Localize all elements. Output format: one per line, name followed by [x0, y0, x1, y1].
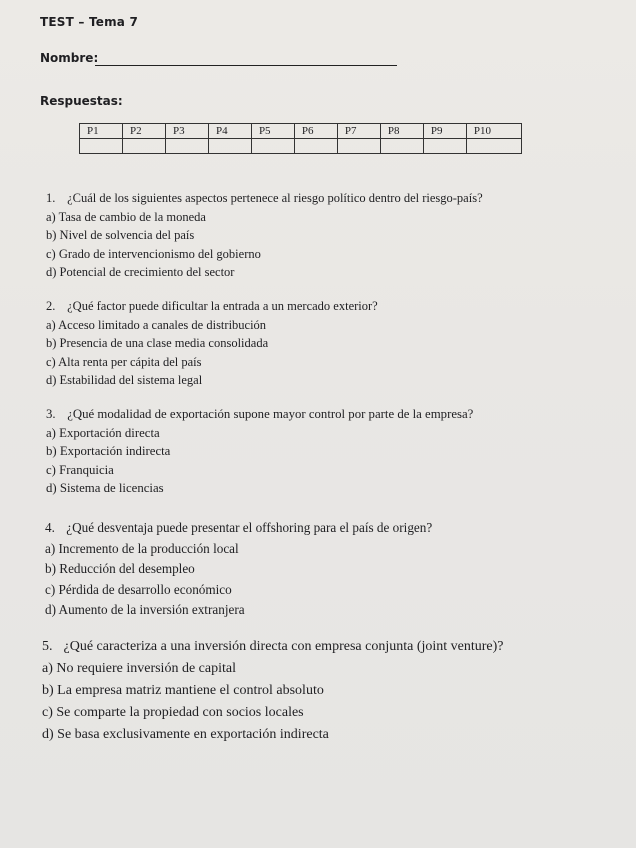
answer-header-cell: P8	[380, 124, 423, 139]
question-number: 4.	[45, 520, 55, 535]
answers-blank-row	[80, 139, 522, 154]
question-text	[46, 405, 473, 424]
question-number: 1.	[46, 191, 56, 205]
question-number: 5.	[42, 639, 53, 654]
option-c: c) Se comparte la propiedad con socios locales	[42, 705, 304, 720]
answer-header-cell: P7	[337, 124, 380, 139]
answer-header-cell: P5	[251, 124, 294, 139]
answer-header-cell: P10	[466, 124, 521, 139]
answer-blank-cell	[165, 139, 208, 154]
answer-blank-cell	[80, 139, 123, 154]
answer-header-cell: P1	[80, 124, 123, 139]
question-text	[46, 189, 483, 208]
answer-blank-cell	[380, 139, 423, 154]
answer-blank-cell	[208, 139, 251, 154]
question-3	[46, 405, 473, 498]
question-stem: ¿Qué caracteriza a una inversión directa con empresa conjunta (joint venture)?	[63, 639, 504, 654]
option-c: c) Alta renta per cápita del país	[46, 354, 202, 369]
answer-header-cell: P4	[208, 124, 251, 139]
option-a: a) Incremento de la producción local	[45, 540, 239, 556]
answer-blank-cell	[337, 139, 380, 154]
question-1	[46, 189, 483, 282]
question-text	[45, 518, 432, 539]
option-a: a) Acceso limitado a canales de distribución	[46, 317, 267, 332]
option-c: c) Franquicia	[46, 462, 114, 477]
option-b: b) Reducción del desempleo	[45, 561, 195, 576]
option-d: d) Aumento de la inversión extranjera	[45, 602, 245, 617]
option-a: a) No requiere inversión de capital	[42, 661, 236, 676]
question-4	[45, 518, 432, 621]
answer-header-cell: P3	[165, 124, 208, 139]
answer-header-cell: P2	[122, 124, 165, 139]
answer-blank-cell	[466, 139, 521, 154]
answers-label: Respuestas:	[40, 94, 123, 108]
question-5	[42, 636, 504, 746]
option-b: b) Exportación indirecta	[46, 444, 171, 458]
question-stem: ¿Qué factor puede dificultar la entrada a un mercado exterior?	[67, 299, 378, 313]
question-2	[46, 297, 378, 390]
question-stem: ¿Qué modalidad de exportación supone mayor control por parte de la empresa?	[67, 407, 474, 421]
option-a: a) Exportación directa	[46, 425, 160, 440]
question-stem: ¿Qué desventaja puede presentar el offshoring para el país de origen?	[66, 520, 433, 535]
option-d: d) Estabilidad del sistema legal	[46, 373, 203, 387]
question-number: 2.	[46, 299, 56, 313]
option-d: d) Se basa exclusivamente en exportación indirecta	[42, 727, 329, 742]
question-stem: ¿Cuál de los siguientes aspectos pertenece al riesgo político dentro del riesgo-país?	[67, 191, 483, 205]
answers-header-row	[80, 124, 522, 139]
option-a: a) Tasa de cambio de la moneda	[46, 209, 206, 224]
option-c: c) Grado de intervencionismo del gobierno	[46, 246, 261, 261]
name-blank-line	[95, 65, 397, 66]
option-b: b) Presencia de una clase media consolidada	[46, 336, 269, 350]
option-b: b) Nivel de solvencia del país	[46, 228, 195, 242]
page-title: TEST – Tema 7	[40, 15, 139, 29]
question-text	[46, 297, 378, 316]
answers-table	[79, 123, 522, 154]
name-label: Nombre:	[40, 51, 99, 65]
answer-blank-cell	[294, 139, 337, 154]
answer-blank-cell	[423, 139, 466, 154]
option-d: d) Sistema de licencias	[46, 481, 164, 495]
option-d: d) Potencial de crecimiento del sector	[46, 265, 235, 279]
answer-header-cell: P9	[423, 124, 466, 139]
option-b: b) La empresa matriz mantiene el control absoluto	[42, 683, 324, 698]
question-number: 3.	[46, 407, 56, 421]
option-c: c) Pérdida de desarrollo económico	[45, 581, 232, 597]
answer-blank-cell	[122, 139, 165, 154]
answer-header-cell: P6	[294, 124, 337, 139]
question-text	[42, 636, 504, 658]
answer-blank-cell	[251, 139, 294, 154]
